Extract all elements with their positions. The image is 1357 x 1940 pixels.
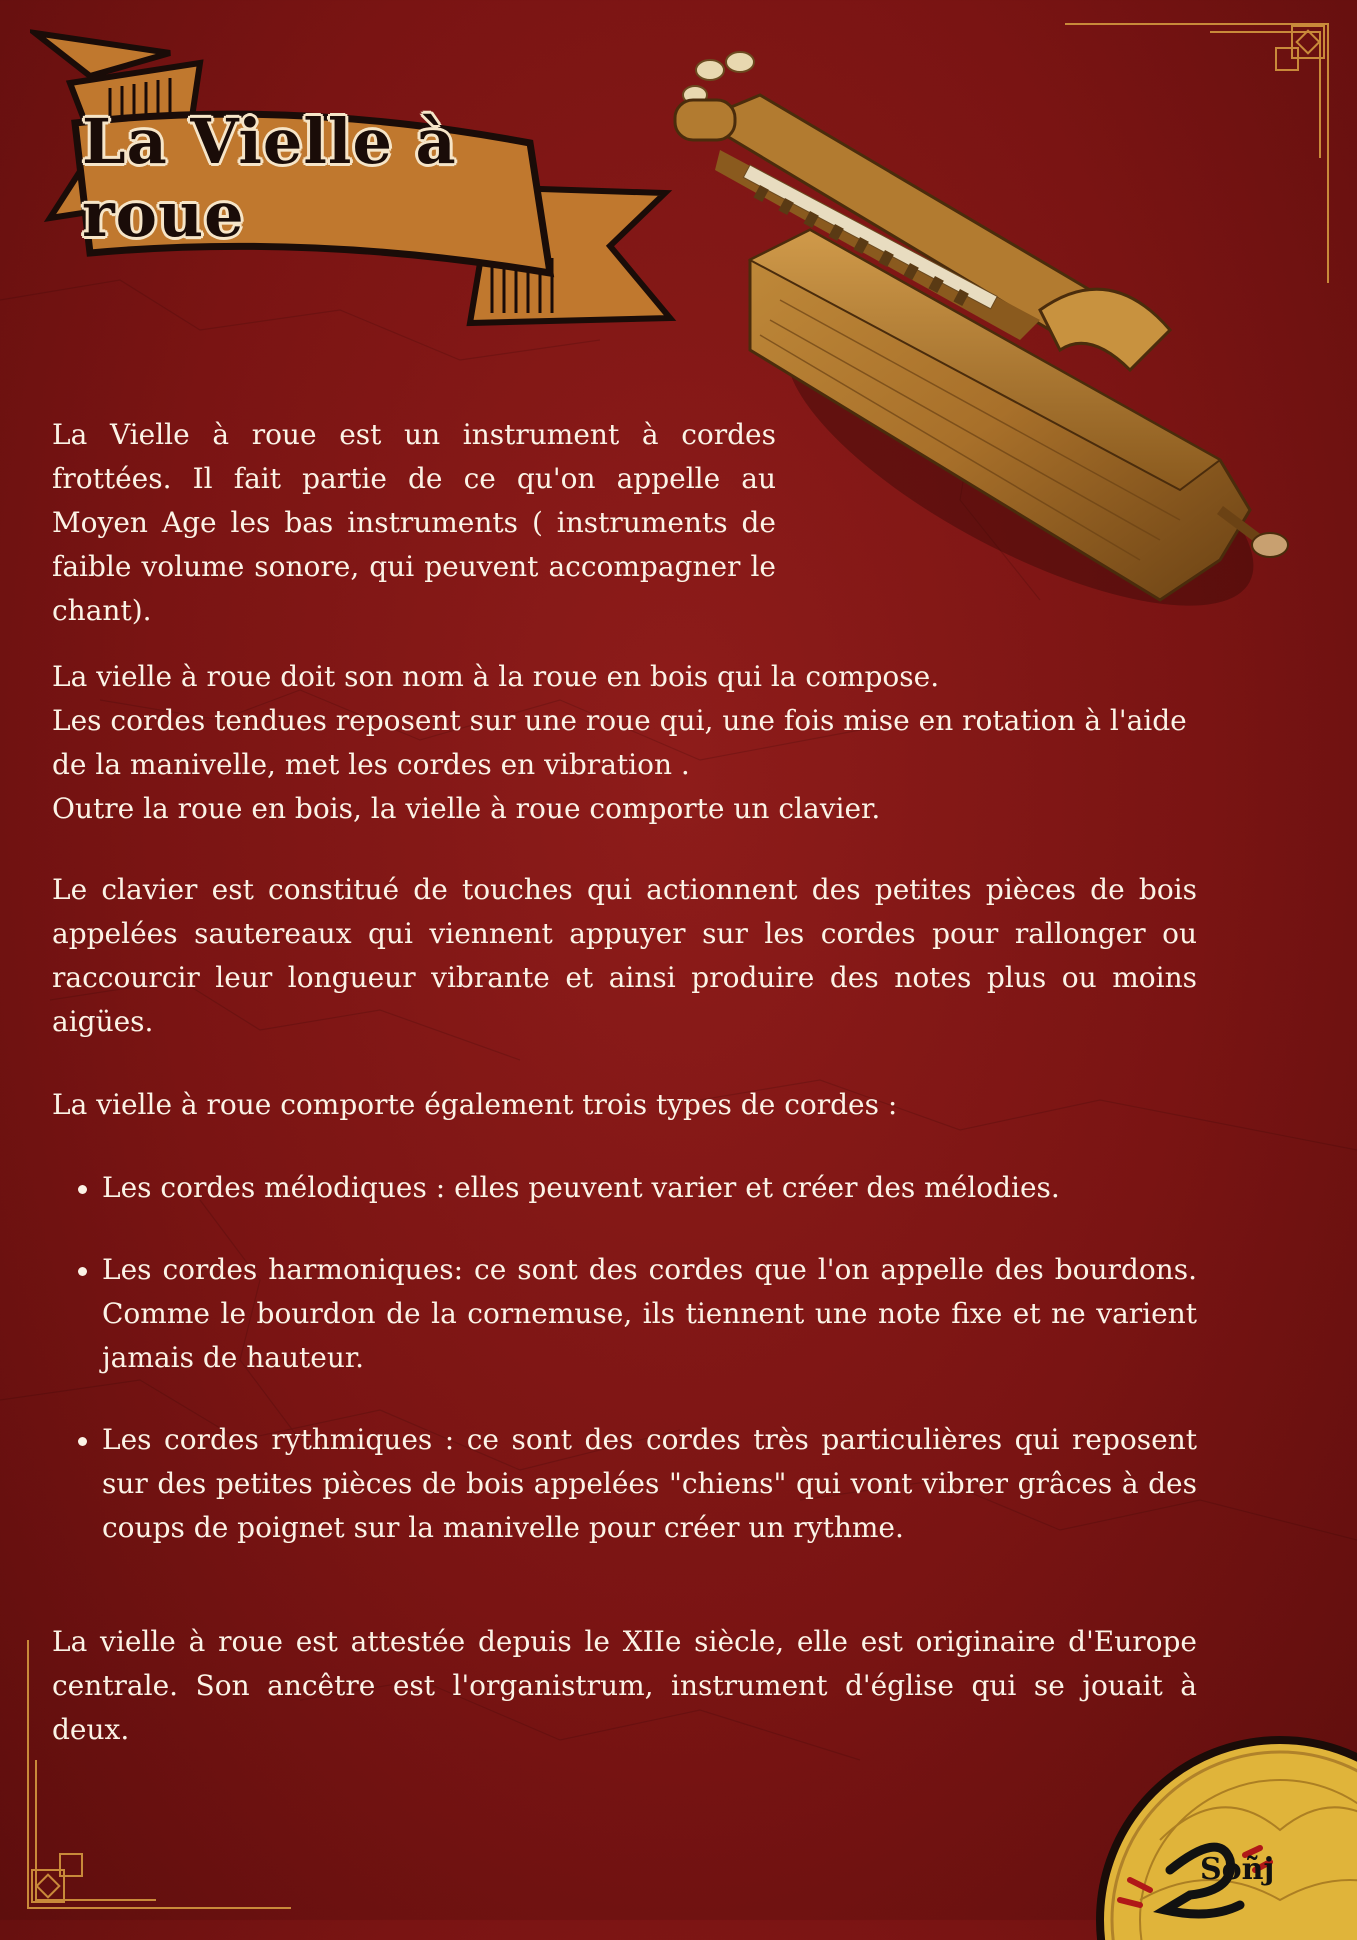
keyboard-intro-line: Outre la roue en bois, la vielle à roue comporte un clavier.: [52, 792, 881, 825]
string-types-intro: La vielle à roue comporte également trois types de cordes :: [52, 1088, 898, 1121]
logo-medallion: [1070, 1720, 1357, 1940]
list-item-text: Les cordes rythmiques : ce sont des cordes très particulières qui reposent sur des petites pièces de bois appelées "chiens" qui vont vibrer grâces à des coups de poignet sur la manivelle pour créer un rythme.: [102, 1423, 1197, 1544]
string-types-list: [52, 1166, 1197, 1550]
list-item: [52, 1418, 1197, 1550]
history-paragraph: La vielle à roue est attestée depuis le XIIe siècle, elle est originaire d'Europe centrale. Son ancêtre est l'organistrum, instrument d'église qui se jouait à deux.: [52, 1625, 1197, 1746]
list-item-text: Les cordes harmoniques: ce sont des cordes que l'on appelle des bourdons. Comme le bourdon de la cornemuse, ils tiennent une note fixe et ne varient jamais de hauteur.: [102, 1253, 1197, 1374]
bullet-icon: [78, 1185, 87, 1194]
list-item: [52, 1166, 1197, 1210]
list-item-text: Les cordes mélodiques : elles peuvent varier et créer des mélodies.: [102, 1171, 1060, 1204]
keyboard-paragraph: Le clavier est constitué de touches qui actionnent des petites pièces de bois appelées sautereaux qui viennent appuyer sur les cordes pour rallonger ou raccourcir leur longueur vibrante et ainsi produire des notes plus ou moins aigües.: [52, 873, 1197, 1038]
intro-paragraph: La Vielle à roue est un instrument à cordes frottées. Il fait partie de ce qu'on appelle au Moyen Age les bas instruments ( instruments de faible volume sonore, qui peuvent accompagner le chant).: [52, 418, 776, 627]
page-title: La Vielle à roue: [82, 105, 457, 251]
list-item: [52, 1248, 1197, 1380]
bullet-icon: [78, 1437, 87, 1446]
wheel-paragraph: [52, 655, 1197, 831]
strings-line: Les cordes tendues reposent sur une roue qui, une fois mise en rotation à l'aide de la manivelle, met les cordes en vibration .: [52, 704, 1187, 781]
name-origin-line: La vielle à roue doit son nom à la roue en bois qui la compose.: [52, 660, 940, 693]
logo-text: Soñj: [1200, 1852, 1275, 1887]
bullet-icon: [78, 1267, 87, 1276]
